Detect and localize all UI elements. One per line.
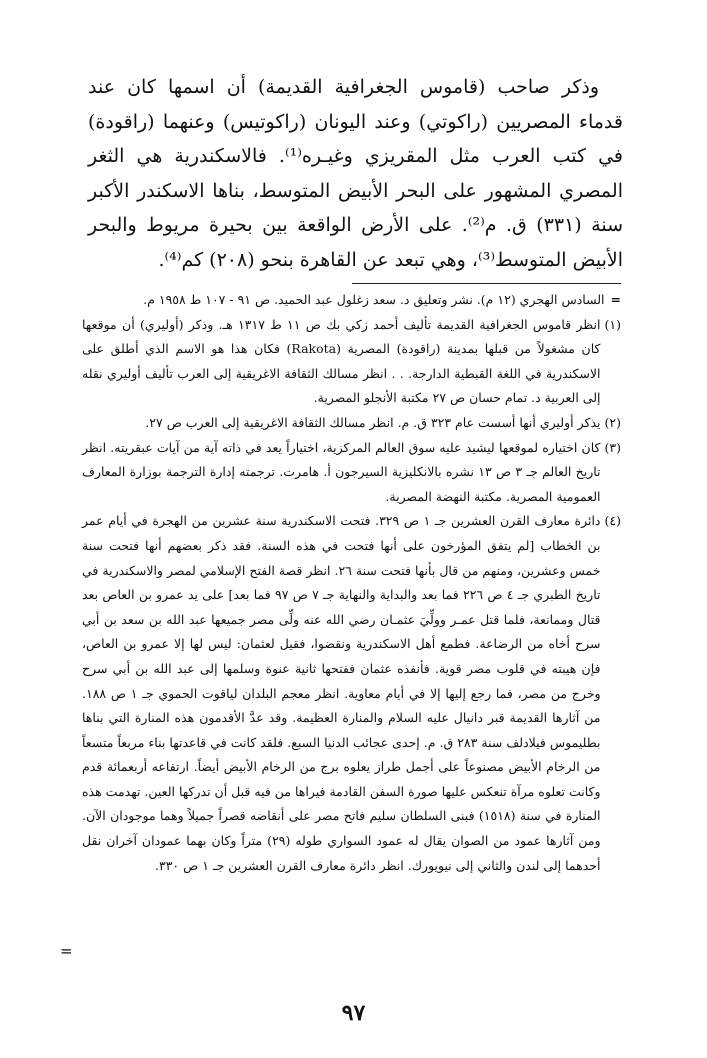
footnote-separator <box>352 283 621 284</box>
footnote-3 <box>82 436 621 510</box>
footnote-marker: (١) <box>604 316 621 332</box>
footnote-text: كان اختياره لموقعها ليشيد عليه سوق العالم المركزية، اختياراً يعد في ذاته آية من آيات عبقريته. انظر تاريخ العالم جـ ٣ ص ١٣ نشره بالانكليزية السيرجون أ. هامرت. ترجمته إدارة الترجمة بوزارة المعارف العمومية المصرية. مكتبة النهضة المصرية. <box>82 439 601 504</box>
footnote-text: دائرة معارف القرن العشرين جـ ١ ص ٣٢٩. فتحت الاسكندرية سنة عشرين من الهجرة في أيام عمر بن الخطاب [لم يتفق المؤرخون على أنها فتحت في هذه السنة. فقد ذكر بعضهم أنها فتحت سنة خمس وعشرين، ومنهم من قال بأنها فتحت سنة ٢٦. انظر قصة الفتح الإسلامي لمصر والاسكندرية في تاريخ الطبري جـ ٤ ص ٢٢٦ فما بعد والبداية والنهاية جـ ٧ ص ٩٧ فما بعد] على يد عمرو بن العاص بعد قتال وممانعة، فلما قتل عمـر وولِّيَ عثمـان رضي الله عنه ولِّى مصر جميعها عبد الله بن سعد بن أبي سرح أخاه من الرضاعة. فطمع أهل الاسكندرية ونقضوا، فقيل لعثمان: ليس لها إلا عمرو بن العاص، فإن هيبته في قلوب مصر قوية. فأنفذه عثمان ففتحها ثانية عنوة وسلمها إلى عبد الله بن أبي سرح وخرج من مصر، فما رجع إليها إلا في أيام معاوية. انظر معجم البلدان لياقوت الحموي جـ ١ ص ١٨٨. من آثارها القديمة قبر دانيال عليه السلام والمنارة العظيمة. وقد عدَّ الأقدمون هذه المنارة التي بناها بطليموس فيلادلف سنة ٢٨٣ ق. م. إحدى عجائب الدنيا السبع. فلقد كانت في قاعدتها بناء مربعاً متسعاً من الرخام الأبيض مصنوعاً على أجمل طراز يعلوه برج من الرخام الأبيض أيضاً. ارتفاعه أربعمائة قدم وكانت تعلوه مرآة تنعكس عليها صورة السفن القادمة فيراها من فيه قبل أن تدركها العين. تهدمت هذه المنارة في سنة (١٥١٨) فبنى السلطان سليم فاتح مصر على أنقاضه قصراً جميلاً وهما موجودان الآن. ومن آثارها عمود من الصوان يقال له عمود السواري طوله (٢٩) متراً وكان بهما عمودان آخران نقل أحدهما إلى لندن والثاني إلى نيويورك. انظر دائرة معارف القرن العشرين جـ ١ ص ٣٣٠. <box>82 513 601 873</box>
page-number: ٩٧ <box>341 1000 366 1026</box>
footnotes <box>82 288 621 878</box>
main-text <box>88 70 623 277</box>
footnote-2 <box>82 411 621 436</box>
continued-mark: = <box>60 942 73 960</box>
footnote-continuation <box>82 288 621 313</box>
footnote-marker: (٣) <box>604 439 621 455</box>
footnote-text: انظر قاموس الجغرافية القديمة تأليف أحمد زكي بك ص ١١ ط ١٣١٧ هـ. وذكر (أوليري) أن موقعها كان مشغولاً من قبلها بمدينة (راقودة) المصرية (Rakota) فكان هذا هو الاسم الذي أطلق على الاسكندرية في اللغة القبطية الدارجة. . . انظر مسالك الثقافة الاغريقية إلى العرب تأليف أوليري نقله إلى العربية د. تمام حسان ص ٢٧ مكتبة الأنجلو المصرية. <box>82 316 601 406</box>
footnote-marker: (٢) <box>604 414 621 430</box>
continuation-text: السادس الهجري (١٢ م). نشر وتعليق د. سعد زغلول عبد الحميد. ص ٩١ - ١٠٧ ط ١٩٥٨ م. <box>143 292 605 307</box>
continuation-mark: = <box>610 292 621 307</box>
footnote-1 <box>82 313 621 411</box>
footnote-text: يذكر أوليري أنها أسست عام ٣٢٣ ق. م. انظر مسالك الثقافة الاغريقية إلى العرب ص ٢٧. <box>145 414 601 430</box>
main-paragraph: وذكر صاحب (قاموس الجغرافية القديمة) أن اسمها كان عند قدماء المصريين (راكوتي) وعند اليونان (راكوتيس) وعنهما (راقودة) في كتب العرب مثل المقريزي وغيـره⁽¹⁾. فالاسكندرية هي الثغر المصري المشهور على البحر الأبيض المتوسط، بناها الاسكندر الأكبر سنة (٣٣١) ق. م⁽²⁾. على الأرض الواقعة بين بحيرة مريوط والبحر الأبيض المتوسط⁽³⁾، وهي تبعد عن القاهرة بنحو (٢٠٨) كم⁽⁴⁾. <box>88 76 624 271</box>
footnote-marker: (٤) <box>604 513 621 529</box>
footnote-4 <box>82 509 621 878</box>
